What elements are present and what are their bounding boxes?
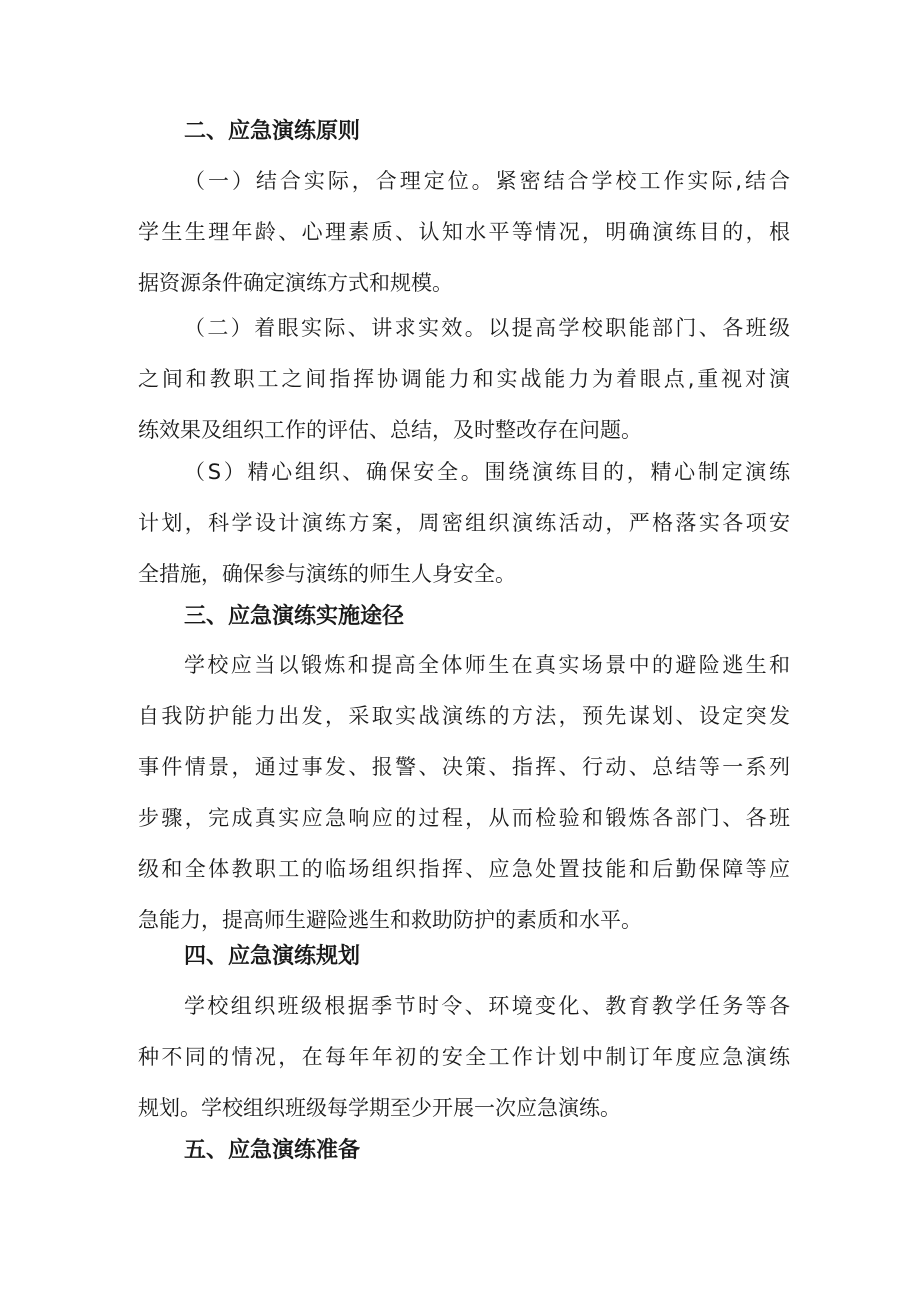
text-line: 自我防护能力出发，采取实战演练的方法，预先谋划、设定突发: [138, 704, 790, 728]
text-line: 步骤，完成真实应急响应的过程，从而检验和锻炼各部门、各班: [138, 806, 790, 830]
paragraph: [138, 303, 790, 456]
text-line: 之间和教职工之间指挥协调能力和实战能力为着眼点,重视对演: [138, 367, 790, 391]
text-line: 计划，科学设计演练方案，周密组织演练活动，严格落实各项安: [138, 511, 790, 535]
text-line: 规划。学校组织班级每学期至少开展一次应急演练。: [138, 1096, 621, 1120]
text-line: 据资源条件确定演练方式和规模。: [138, 271, 453, 295]
text-line: 学生生理年龄、心理素质、认知水平等情况，明确演练目的，根: [138, 220, 790, 244]
text-line: （一）结合实际，合理定位。紧密结合学校工作实际,结合: [184, 169, 790, 193]
section-heading: 四、应急演练规划: [184, 944, 361, 969]
paragraph: [138, 981, 790, 1134]
text-line: 事件情景，通过事发、报警、决策、指挥、行动、总结等一系列: [138, 755, 790, 779]
paragraph: [138, 640, 790, 946]
text-line: （二）着眼实际、讲求实效。以提高学校职能部门、各班级: [184, 316, 790, 340]
text-line: 学校组织班级根据季节时令、环境变化、教育教学任务等各: [184, 994, 790, 1018]
section-heading: 二、应急演练原则: [184, 119, 361, 144]
paragraph: [138, 447, 790, 600]
text-line: （S）精心组织、确保安全。围绕演练目的，精心制定演练: [184, 460, 790, 484]
text-line: 级和全体教职工的临场组织指挥、应急处置技能和后勤保障等应: [138, 857, 790, 881]
section-heading: 三、应急演练实施途径: [184, 604, 405, 629]
text-line: 全措施，确保参与演练的师生人身安全。: [138, 562, 516, 586]
text-line: 练效果及组织工作的评估、总结，及时整改存在问题。: [138, 418, 642, 442]
section-heading: 五、应急演练准备: [184, 1138, 361, 1163]
text-line: 学校应当以锻炼和提高全体师生在真实场景中的避险逃生和: [184, 653, 790, 677]
paragraph: [138, 156, 790, 309]
text-line: 种不同的情况，在每年年初的安全工作计划中制订年度应急演练: [138, 1045, 790, 1069]
text-line: 急能力，提高师生避险逃生和救助防护的素质和水平。: [138, 908, 642, 932]
